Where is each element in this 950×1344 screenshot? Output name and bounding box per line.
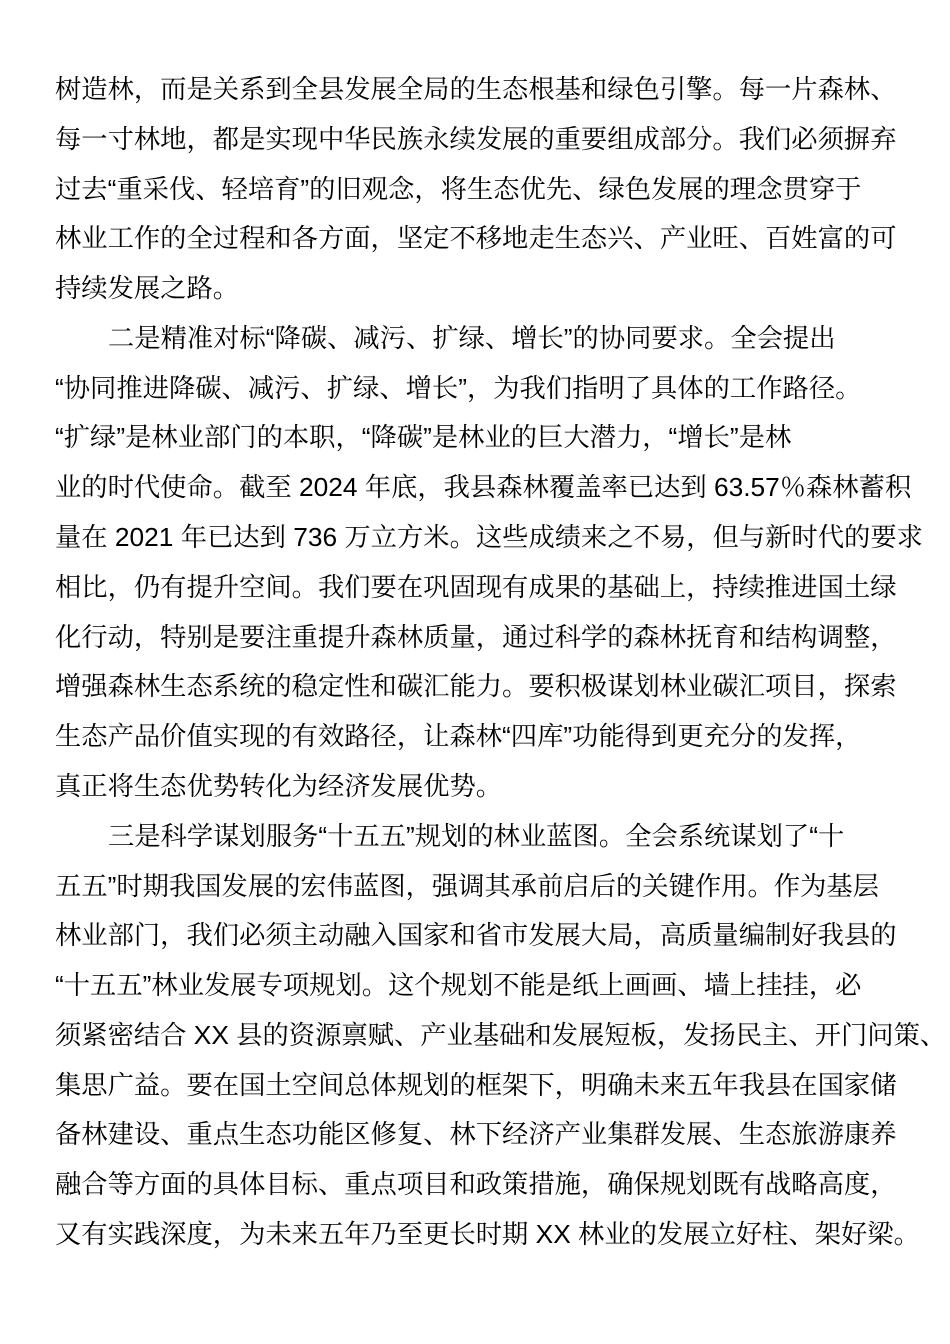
document-text-block	[55, 65, 947, 1260]
text-line: 业的时代使命。截至 2024 年底，我县森林覆盖率已达到 63.57％森林蓄积	[55, 472, 912, 503]
text-line: 量在 2021 年已达到 736 万立方米。这些成绩来之不易，但与新时代的要求	[55, 522, 923, 553]
text-line: 真正将生态优势转化为经济发展优势。	[55, 770, 503, 801]
text-line: “十五五”林业发展专项规划。这个规划不能是纸上画画、墙上挂挂，必	[55, 970, 862, 1001]
text-line: 集思广益。要在国土空间总体规划的框架下，明确未来五年我县在国家储	[55, 1069, 897, 1100]
text-line: 融合等方面的具体目标、重点项目和政策措施，确保规划既有战略高度，	[55, 1169, 897, 1200]
text-line: 化行动，特别是要注重提升森林质量，通过科学的森林抚育和结构调整，	[55, 621, 897, 652]
text-line: 每一寸林地，都是实现中华民族永续发展的重要组成部分。我们必须摒弃	[55, 123, 897, 154]
text-line: 过去“重采伐、轻培育”的旧观念，将生态优先、绿色发展的理念贯穿于	[55, 173, 862, 204]
text-line: 五五”时期我国发展的宏伟蓝图，强调其承前启后的关键作用。作为基层	[55, 870, 879, 901]
text-line: 生态产品价值实现的有效路径，让森林“四库”功能得到更充分的发挥，	[55, 721, 862, 752]
text-line: 又有实践深度，为未来五年乃至更长时期 XX 林业的发展立好柱、架好梁。	[55, 1218, 920, 1249]
text-line: 相比，仍有提升空间。我们要在巩固现有成果的基础上，持续推进国土绿	[55, 571, 897, 602]
text-line: 须紧密结合 XX 县的资源禀赋、产业基础和发展短板，发扬民主、开门问策、	[55, 1019, 947, 1050]
text-line: 备林建设、重点生态功能区修复、林下经济产业集群发展、生态旅游康养	[55, 1119, 897, 1150]
text-line: “协同推进降碳、减污、扩绿、增长”，为我们指明了具体的工作路径。	[55, 372, 862, 403]
text-line: 林业部门，我们必须主动融入国家和省市发展大局，高质量编制好我县的	[55, 920, 897, 951]
text-line: 二是精准对标“降碳、减污、扩绿、增长”的协同要求。全会提出	[108, 322, 836, 353]
text-line: 增强森林生态系统的稳定性和碳汇能力。要积极谋划林业碳汇项目，探索	[55, 671, 897, 702]
text-line: “扩绿”是林业部门的本职，“降碳”是林业的巨大潜力，“增长”是林	[55, 422, 792, 453]
text-line: 持续发展之路。	[55, 273, 240, 304]
text-line: 树造林，而是关系到全县发展全局的生态根基和绿色引擎。每一片森林、	[55, 74, 897, 104]
text-line: 林业工作的全过程和各方面，坚定不移地走生态兴、产业旺、百姓富的可	[55, 223, 897, 254]
text-line: 三是科学谋划服务“十五五”规划的林业蓝图。全会系统谋划了“十	[108, 820, 845, 851]
